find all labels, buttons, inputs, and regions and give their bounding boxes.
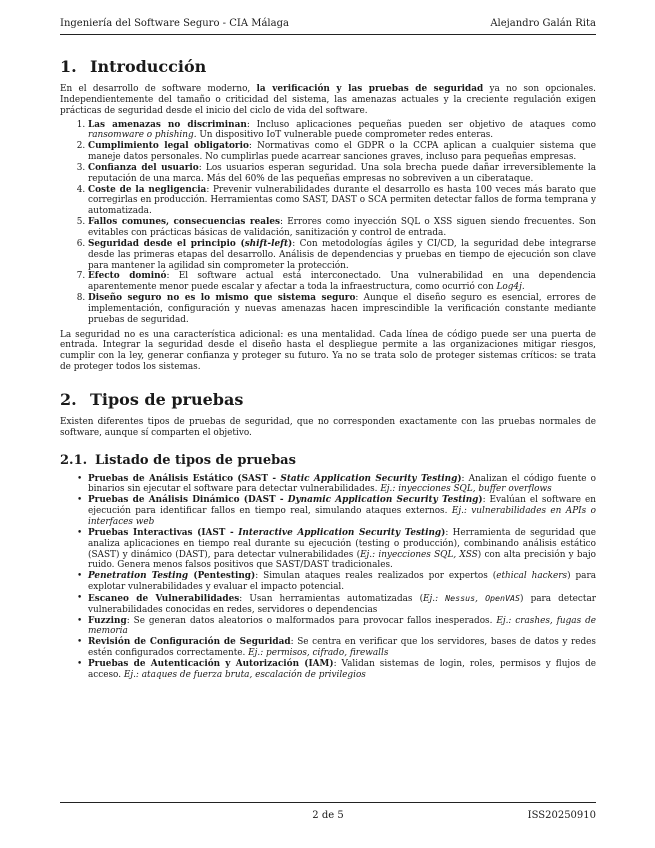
list-item: 3. Confianza del usuario: Los usuarios esperan seguridad. Una sola brecha puede dañar irreversiblemente la reputación de una marca. Más del 60% de las pequeñas empresas no sobreviven a un ciberataque. bbox=[88, 163, 596, 185]
subsection-title: Listado de tipos de pruebas bbox=[95, 452, 296, 468]
page-content bbox=[60, 58, 596, 681]
header-author: Alejandro Galán Rita bbox=[490, 18, 596, 29]
section-1-intro: En el desarrollo de software moderno, la verificación y las pruebas de seguridad ya no son opcionales. Independientemente del tamaño o criticidad del sistema, las amenazas actuales y la creciente regulación exigen prácticas de seguridad desde el inicio del ciclo de vida del software. bbox=[60, 84, 596, 116]
list-item: 6. Seguridad desde el principio (shift-left): Con metodologías ágiles y CI/CD, la seguridad debe integrarse desde las primeras etapas del desarrollo. Análisis de dependencias y pruebas en tiempo de ejecución son clave para mantener la agilidad sin comprometer la protección. bbox=[88, 239, 596, 272]
running-header bbox=[60, 18, 596, 29]
section-1-closing: La seguridad no es una característica adicional: es una mentalidad. Cada línea de código puede ser una puerta de entrada. Integrar la seguridad desde el diseño hasta el despliegue permite a las organizaciones mitigar riesgos, cumplir con la ley, generar confianza y proteger su futuro. Ya no se trata solo de proteger sistemas críticos: se trata de proteger todos los sistemas. bbox=[60, 329, 596, 373]
subsection-number: 2.1. bbox=[60, 452, 88, 468]
header-course: Ingeniería del Software Seguro - CIA Málaga bbox=[60, 18, 289, 29]
list-item: 5. Fallos comunes, consecuencias reales: Errores como inyección SQL o XSS siguen siendo frecuentes. Son evitables con prácticas básicas de validación, sanitización y control de entrada. bbox=[88, 217, 596, 239]
section-title: Introducción bbox=[90, 57, 207, 76]
list-item: • Pruebas de Análisis Dinámico (DAST - Dynamic Application Security Testing): Evalúan el software en ejecución para identificar fallos en tiempo real, simulando ataques externos. Ej.: vulnerabilidades en APIs o interfaces web bbox=[88, 495, 596, 528]
list-item: 7. Efecto dominó: El software actual está interconectado. Una vulnerabilidad en una dependencia aparentemente menor puede escalar y afectar a toda la infraestructura, como ocurrió con Log4j. bbox=[88, 271, 596, 293]
list-item: 1. Las amenazas no discriminan: Incluso aplicaciones pequeñas pueden ser objetivo de ataques como ransomware o phishing. Un dispositivo IoT vulnerable puede comprometer redes enteras. bbox=[88, 120, 596, 142]
list-item: 2. Cumplimiento legal obligatorio: Normativas como el GDPR o la CCPA aplican a cualquier sistema que maneje datos personales. No cumplirlas puede acarrear sanciones graves, incluso para pequeñas empresas. bbox=[88, 141, 596, 163]
section-2-heading bbox=[60, 391, 596, 409]
list-item: • Pruebas Interactivas (IAST - Interactive Application Security Testing): Herramienta de seguridad que analiza aplicaciones en tiempo real durante su ejecución (testing o producción), combinando análisis estático (SAST) y dinámico (DAST), para detectar vulnerabilidades (Ej.: inyecciones SQL, XSS) con alta precisión y bajo ruido. Genera menos falsos positivos que SAST/DAST tradicionales. bbox=[88, 528, 596, 571]
page-number: 2 de 5 bbox=[312, 810, 344, 821]
list-item: • Fuzzing: Se generan datos aleatorios o malformados para provocar fallos inesperados. Ej.: crashes, fugas de memoria bbox=[88, 616, 596, 638]
document-id: ISS20250910 bbox=[527, 810, 596, 821]
list-item: • Escaneo de Vulnerabilidades: Usan herramientas automatizadas (Ej.: Nessus, OpenVAS) para detectar vulnerabilidades conocidas en redes, servidores o dependencias bbox=[88, 593, 596, 616]
section-number: 1. bbox=[60, 57, 77, 76]
footer-rule bbox=[60, 802, 596, 803]
section-2-intro: Existen diferentes tipos de pruebas de seguridad, que no corresponden exactamente con las pruebas normales de software, aunque sí comparten el objetivo. bbox=[60, 416, 596, 438]
list-item: • Revisión de Configuración de Seguridad: Se centra en verificar que los servidores, bases de datos y redes estén configurados correctamente. Ej.: permisos, cifrado, firewalls bbox=[88, 637, 596, 659]
reasons-list bbox=[60, 120, 596, 326]
test-types-list bbox=[60, 474, 596, 681]
subsection-heading bbox=[60, 453, 596, 468]
list-item: • Penetration Testing (Pentesting): Simulan ataques reales realizados por expertos (ethical hackers) para explotar vulnerabilidades y evaluar el impacto potencial. bbox=[88, 571, 596, 593]
section-title: Tipos de pruebas bbox=[90, 389, 244, 409]
list-item: 8. Diseño seguro no es lo mismo que sistema seguro: Aunque el diseño seguro es esencial, errores de implementación, configuración y nuevas amenazas hacen imprescindible la verificación constante mediante pruebas de seguridad. bbox=[88, 293, 596, 326]
header-rule bbox=[60, 34, 596, 35]
list-item: • Pruebas de Análisis Estático (SAST - Static Application Security Testing): Analizan el código fuente o binarios sin ejecutar el software para detectar vulnerabilidades. Ej.: inyecciones SQL, buffer overflows bbox=[88, 474, 596, 496]
section-1-heading bbox=[60, 58, 596, 76]
list-item: • Pruebas de Autenticación y Autorización (IAM): Validan sistemas de login, roles, permisos y flujos de acceso. Ej.: ataques de fuerza bruta, escalación de privilegios bbox=[88, 659, 596, 681]
list-item: 4. Coste de la negligencia: Prevenir vulnerabilidades durante el desarrollo es hasta 100 veces más barato que corregirlas en producción. Herramientas como SAST, DAST o SCA permiten detectar fallos de forma temprana y automatizada. bbox=[88, 185, 596, 218]
section-number: 2. bbox=[60, 389, 77, 409]
